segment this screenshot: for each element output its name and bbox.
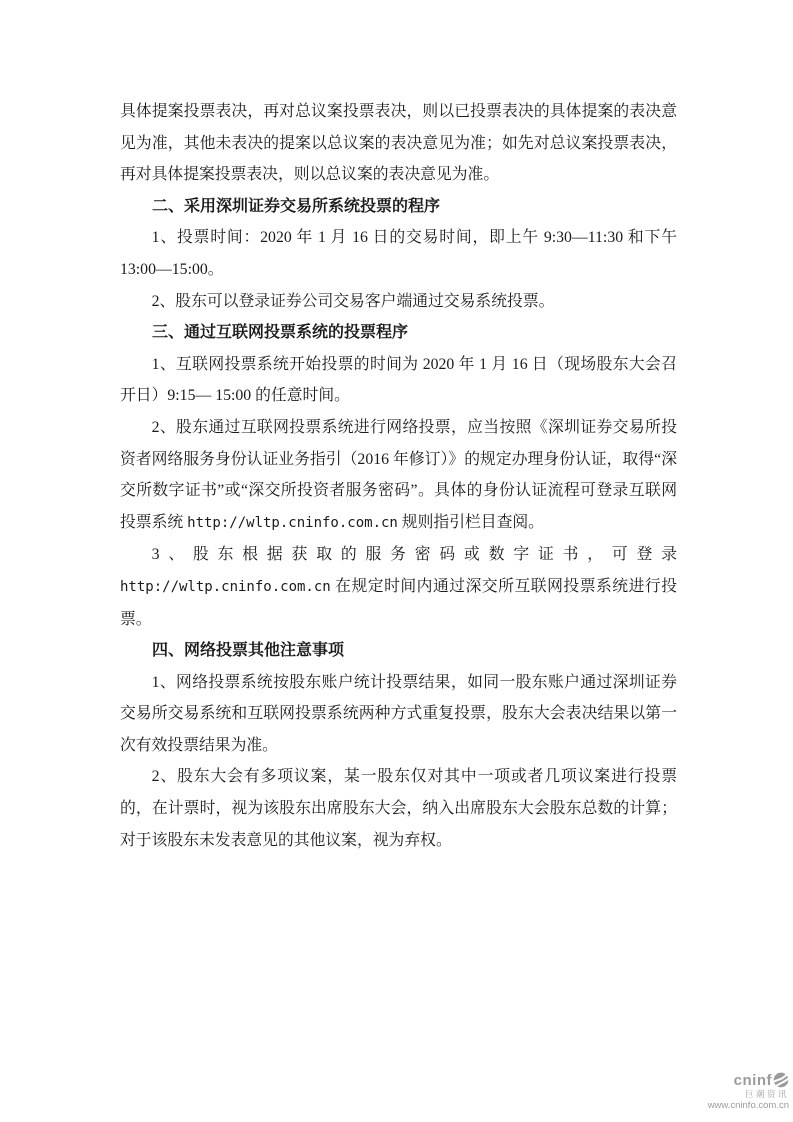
paragraph: 1、投票时间：2020 年 1 月 16 日的交易时间，即上午 9:30—11:30 和下午 13:00—15:00。 — [120, 229, 677, 278]
paragraph-text: 3、股东根据获取的服务密码或数字证书，可登录 — [151, 546, 677, 564]
url-text: http://wltp.cninfo.com.cn — [120, 578, 331, 595]
document-body — [120, 96, 677, 856]
cninfo-logo — [708, 1072, 789, 1110]
url-text: http://wltp.cninfo.com.cn — [187, 514, 398, 531]
paragraph: 2、股东大会有多项议案，某一股东仅对其中一项或者几项议案进行投票的，在计票时，视为该股东出席股东大会，纳入出席股东大会股东总数的计算；对于该股东未发表意见的其他议案，视为弃权。 — [120, 768, 677, 849]
paragraph-text: 规则指引栏目查阅。 — [397, 513, 544, 531]
paragraph — [120, 539, 677, 635]
paragraph-text: 2、股东通过互联网投票系统进行网络投票，应当按照《深圳证券交易所投资者网络服务身份认证业务指引（2016 年修订）》的规定办理身份认证，取得“深交所数字证书”或“深交所投资者服务密码”。具体的身份认证流程可登录互联网投票系统 — [120, 418, 677, 531]
paragraph: 2、股东可以登录证券公司交易客户端通过交易系统投票。 — [151, 292, 555, 310]
paragraph-text: 在规定时间内通过深交所互联网投票系统进行投票。 — [120, 577, 677, 628]
section-heading-2: 二、采用深圳证券交易所系统投票的程序 — [152, 197, 441, 215]
paragraph — [120, 412, 677, 539]
cninfo-brand-text: cninf — [733, 1071, 772, 1089]
paragraph: 1、互联网投票系统开始投票的时间为 2020 年 1 月 16 日（现场股东大会召开日）9:15— 15:00 的任意时间。 — [120, 355, 677, 405]
section-heading-3: 三、通过互联网投票系统的投票程序 — [152, 324, 409, 342]
cninfo-chinese-name: 巨潮资讯 — [744, 1089, 789, 1099]
paragraph-continued: 具体提案投票表决，再对总议案投票表决，则以已投票表决的具体提案的表决意见为准，其他未表决的提案以总议案的表决意见为准；如先对总议案投票表决，再对具体提案投票表决，则以总议案的表决意见为准。 — [120, 103, 677, 184]
cninfo-brand-line — [708, 1072, 789, 1088]
paragraph: 1、网络投票系统按股东账户统计投票结果，如同一股东账户通过深圳证券交易所交易系统和互联网投票系统两种方式重复投票，股东大会表决结果以第一次有效投票结果为准。 — [120, 673, 677, 754]
cninfo-sphere-icon — [773, 1072, 789, 1088]
section-heading-4: 四、网络投票其他注意事项 — [152, 642, 345, 660]
cninfo-url: www.cninfo.com.cn — [707, 1099, 789, 1111]
